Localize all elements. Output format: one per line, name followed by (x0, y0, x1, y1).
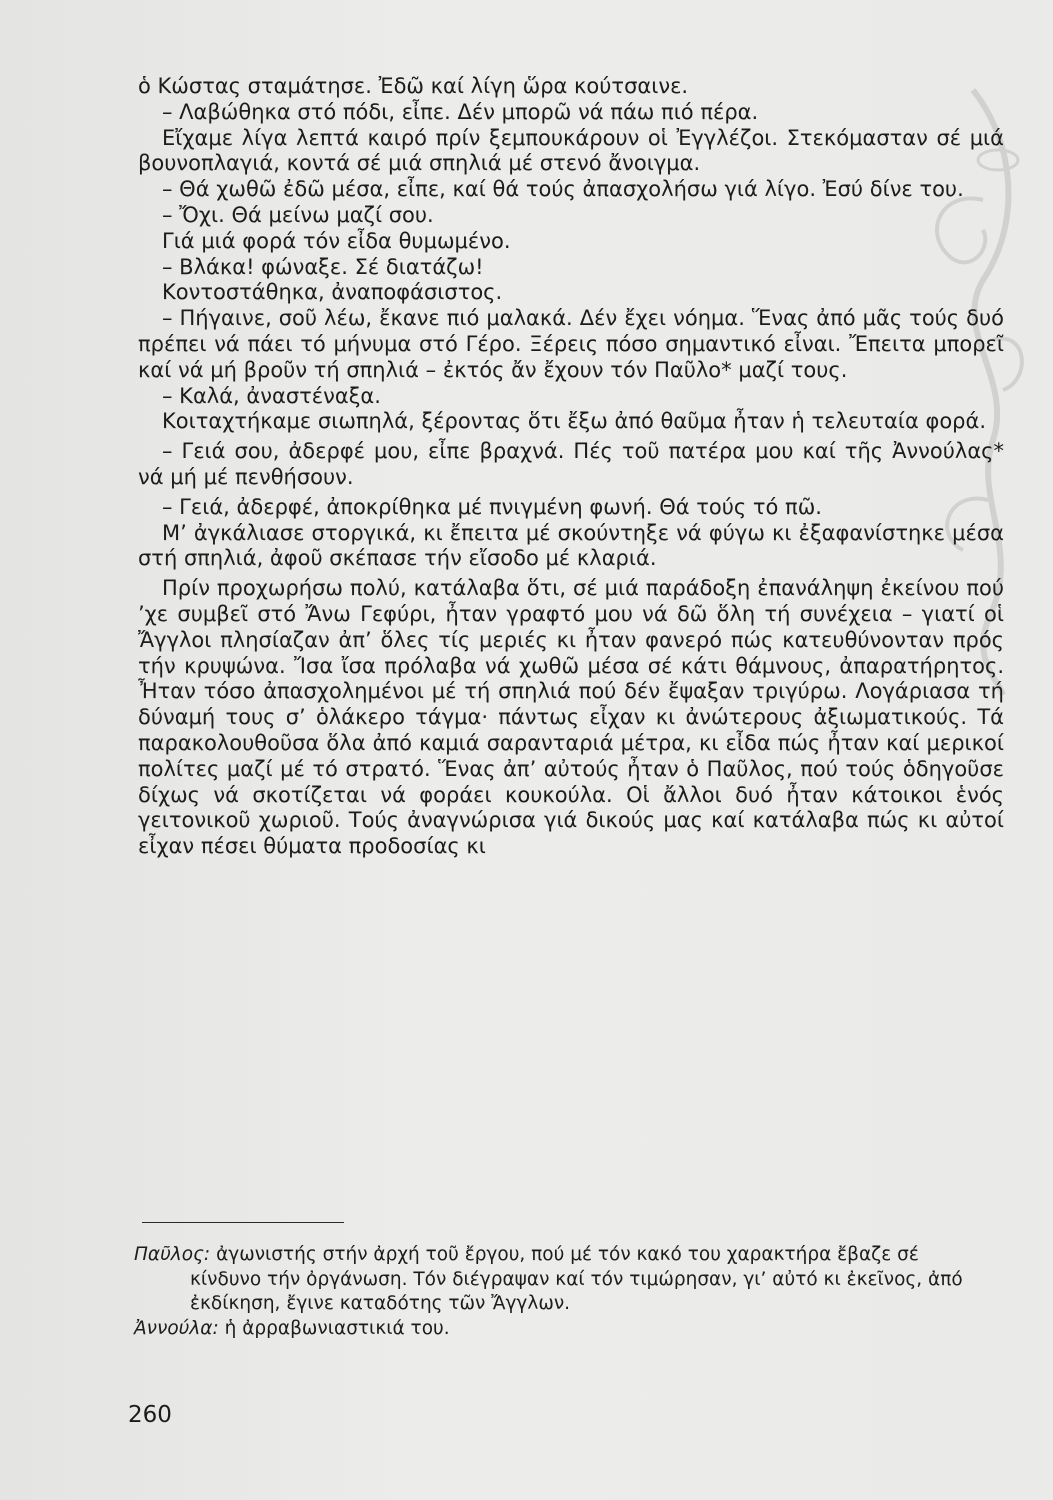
footnote-text: ἀγωνιστής στήν ἀρχή τοῦ ἔργου, πού μέ τόν κακό του χαρακτήρα ἔβαζε σέ κίνδυνο τήν ὀργάνωση. Τόν διέγραψαν καί τόν τιμώρησαν, γι’ αὐτό κι ἐκεῖνος, ἀπό ἐκδίκηση, ἔγινε καταδότης τῶν Ἄγγλων. (190, 1244, 963, 1314)
paragraph: Εἴχαμε λίγα λεπτά καιρό πρίν ξεμπουκάρουν οἱ Ἐγγλέζοι. Στεκόμασταν σέ μιά βουνοπλαγιά, κοντά σέ μιά σπηλιά μέ στενό ἄνοιγμα. (138, 125, 1004, 176)
paragraph: ὁ Κώστας σταμάτησε. Ἐδῶ καί λίγη ὥρα κούτσαινε. (138, 74, 689, 98)
paragraph: – Ὄχι. Θά μείνω μαζί σου. (162, 202, 434, 227)
footnote (134, 1243, 984, 1317)
paragraph: Κοντοστάθηκα, ἀναποφάσιστος. (162, 280, 503, 305)
page-number: 260 (128, 1402, 172, 1428)
paragraph: – Βλάκα! φώναξε. Σέ διατάζω! (162, 254, 484, 279)
paragraph: – Καλά, ἀναστέναξα. (162, 383, 381, 408)
body-text (138, 74, 1004, 860)
paragraph: – Πήγαινε, σοῦ λέω, ἔκανε πιό μαλακά. Δέν ἔχει νόημα. Ἕνας ἀπό μᾶς τούς δυό πρέπει νά πάει τό μήνυμα στό Γέρο. Ξέρεις πόσο σημαντικό εἶναι. Ἔπειτα μπορεῖ καί νά μή βροῦν τή σπηλιά – ἐκτός ἄν ἔχουν τόν Παῦλο* μαζί τους. (138, 306, 1004, 382)
paragraph: – Λαβώθηκα στό πόδι, εἶπε. Δέν μπορῶ νά πάω πιό πέρα. (162, 99, 759, 124)
footnote (134, 1317, 984, 1342)
footnote-term: Ἀννούλα: (134, 1317, 219, 1339)
paragraph: Γιά μιά φορά τόν εἶδα θυμωμένο. (162, 228, 511, 253)
paragraph: Μ’ ἀγκάλιασε στοργικά, κι ἔπειτα μέ σκούντηξε νά φύγω κι ἐξαφανίστηκε μέσα στή σπηλιά, ἀφοῦ σκέπασε τήν εἴσοδο μέ κλαριά. (138, 520, 1004, 571)
paragraph: Κοιταχτήκαμε σιωπηλά, ξέροντας ὅτι ἔξω ἀπό θαῦμα ἦταν ἡ τελευταία φορά. (162, 409, 987, 434)
footnote-divider (142, 1222, 344, 1223)
footnotes (134, 1243, 984, 1341)
footnote-term: Παῦλος: (134, 1244, 211, 1265)
paragraph: Πρίν προχωρήσω πολύ, κατάλαβα ὅτι, σέ μιά παράδοξη ἐπανάληψη ἐκείνου πού ’χε συμβεῖ στό Ἄνω Γεφύρι, ἦταν γραφτό μου νά δῶ ὅλη τή συνέχεια – γιατί οἱ Ἄγγλοι πλησίαζαν ἀπ’ ὅλες τίς μεριές κι ἦταν φανερό πώς κατευθύνονταν πρός τήν κρυψώνα. Ἴσα ἴσα πρόλαβα νά χωθῶ μέσα σέ κάτι θάμνους, ἀπαρατήρητος. Ἦταν τόσο ἀπασχολημένοι μέ τή σπηλιά πού δέν ἔψαξαν τριγύρω. Λογάριασα τή δύναμή τους σ’ ὁλάκερο τάγμα· πάντως εἶχαν κι ἀνώτερους ἀξιωματικούς. Τά παρακολουθοῦσα ὅλα ἀπό καμιά σαρανταριά μέτρα, κι εἶδα πώς ἦταν καί μερικοί πολίτες μαζί μέ τό στρατό. Ἕνας ἀπ’ αὐτούς ἦταν ὁ Παῦλος, πού τούς ὁδηγοῦσε δίχως νά σκοτίζεται νά φοράει κουκούλα. Οἱ ἄλλοι δυό ἦταν κάτοικοι ἑνός γειτονικοῦ χωριοῦ. Τούς ἀναγνώρισα γιά δικούς μας καί κατάλαβα πώς κι αὐτοί εἶχαν πέσει θύματα προδοσίας κι (138, 576, 1004, 859)
footnote-text: ἡ ἀρραβωνιαστικιά του. (224, 1317, 450, 1339)
paragraph: – Γειά, ἀδερφέ, ἀποκρίθηκα μέ πνιγμένη φωνή. Θά τούς τό πῶ. (162, 494, 822, 519)
paragraph: – Γειά σου, ἀδερφέ μου, εἶπε βραχνά. Πές τοῦ πατέρα μου καί τῆς Ἀννούλας* νά μή μέ πενθήσουν. (138, 439, 1004, 489)
paragraph: – Θά χωθῶ ἐδῶ μέσα, εἶπε, καί θά τούς ἀπασχολήσω γιά λίγο. Ἐσύ δίνε του. (162, 177, 964, 202)
